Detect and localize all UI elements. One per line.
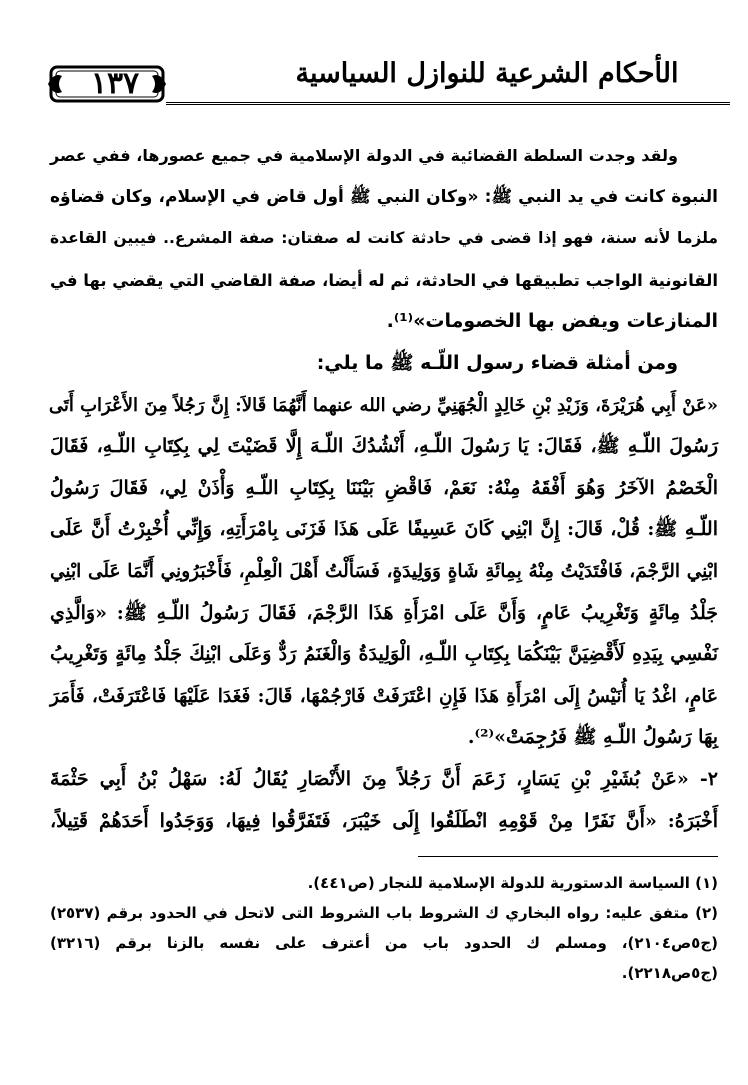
text-line: ملزما لأنه سنة، فهو إذا قضى في حادثة كانت له صفتان: صفة المشرع.. فيبين القاعدة — [50, 229, 718, 248]
hadith-line: ابْنِي الرَّجْمَ، فَافْتَدَيْتُ مِنْهُ بِمِائَةِ شَاةٍ وَوَلِيدَةٍ، فَسَأَلْتُ أَهْلَ الْعِلْمِ، فَأَخْبَرُونِي أَنَّمَا عَلَى ابْنِي — [50, 560, 718, 582]
page-header — [40, 52, 730, 112]
hadith-line: الْخَصْمُ الآخَرُ وَهُوَ أَفْقَهُ مِنْهُ: نَعَمْ، فَاقْضِ بَيْنَنَا بِكِتَابِ اللّـهِ وَأْذَنْ لِي، فَقَالَ رَسُولُ — [50, 476, 718, 499]
footnote-line: (١) السياسة الدستورية للدولة الإسلامية للنجار (ص٤٤١). — [307, 874, 718, 892]
footnotes — [50, 868, 718, 988]
footnote-line: (ج٥ص٢١٠٤)، ومسلم ك الحدود باب من أعترف على نفسه بالزنا برقم (٣٢١٦) — [50, 934, 718, 952]
header-rule — [166, 102, 730, 105]
text-line: ولقد وجدت السلطة القضائية في الدولة الإسلامية في جميع عصورها، ففي عصر — [50, 146, 678, 165]
hadith-line: جَلْدُ مِائَةٍ وَتَغْرِيبُ عَامٍ، وَأَنَّ عَلَى امْرَأَةِ هَذَا الرَّجْمَ، فَقَالَ رَسُولُ اللّـهِ ﷺ: «وَالَّذِي — [50, 601, 718, 624]
main-text — [50, 135, 718, 842]
hadith-line: بِهَا رَسُولُ اللّـهِ ﷺ فَرُجِمَتْ»⁽²⁾. — [467, 726, 718, 749]
page-number-ornament — [48, 64, 166, 104]
footnote-line: (ج٥ص٢٢١٨). — [621, 964, 718, 982]
hadith-line: عَامٍ، اغْدُ يَا أُنَيْسُ إِلَى امْرَأَةِ هَذَا فَإِنِ اعْتَرَفَتْ فَارْجُمْهَا، قَالَ: فَغَدَا عَلَيْهَا فَاعْتَرَفَتْ، فَأَمَرَ — [50, 685, 718, 707]
text-line: المنازعات ويفض بها الخصومات»⁽¹⁾. — [386, 310, 718, 333]
text-line: ومن أمثلة قضاء رسول اللّـه ﷺ ما يلي: — [316, 351, 678, 374]
hadith-line: اللّـهِ ﷺ: قُلْ، قَالَ: إِنَّ ابْنِي كَانَ عَسِيفًا عَلَى هَذَا فَزَنَى بِامْرَأَتِهِ، وَإِنِّي أُخْبِرْتُ أَنَّ عَلَى — [50, 518, 718, 541]
hadith-line: رَسُولَ اللّـهِ ﷺ، فَقَالَ: يَا رَسُولَ اللّـهِ، أَنْشُدُكَ اللّـهَ إِلَّا قَضَيْتَ لِي بِكِتَابِ اللّـهِ، فَقَالَ — [50, 435, 718, 458]
hadith-line: نَفْسِي بِيَدِهِ لَأَقْضِيَنَّ بَيْنَكُمَا بِكِتَابِ اللّـهِ، الْوَلِيدَةُ وَالْغَنَمُ رَدٌّ وَعَلَى ابْنِكَ جَلْدُ مِائَةٍ وَتَغْرِيبُ — [50, 643, 718, 666]
footnote-line: (٢) متفق عليه: رواه البخاري ك الشروط باب الشروط التى لاتحل في الحدود برقم (٢٥٣٧) — [50, 904, 718, 922]
page-number: ١٣٧ — [90, 66, 140, 101]
hadith-line: أَخْبَرَهُ: «أَنَّ نَفَرًا مِنْ قَوْمِهِ انْطَلَقُوا إِلَى خَيْبَرَ، فَتَفَرَّقُوا فِيهَا، وَوَجَدُوا أَحَدَهُمْ قَتِيلاً، — [50, 809, 718, 832]
text-line: النبوة كانت في يد النبي ﷺ: «وكان النبي ﷺ أول قاض في الإسلام، وكان قضاؤه — [50, 186, 718, 207]
text-line: القانونية الواجب تطبيقها في الحادثة، ثم له أيضا، صفة القاضي التي يقضي بها في — [50, 270, 718, 290]
hadith-line: «عَنْ أَبِي هُرَيْرَةَ، وَزَيْدِ بْنِ خَالِدٍ الْجُهَنِيِّ رضي الله عنهما أَنَّهُمَا قَالاَ: إِنَّ رَجُلاً مِنَ الأَعْرَابِ أَتَى — [48, 394, 718, 416]
footnote-separator — [418, 856, 718, 857]
hadith-line: ٢- «عَنْ بُشَيْرِ بْنِ يَسَارٍ، زَعَمَ أَنَّ رَجُلاً مِنَ الأَنْصَارِ يُقَالُ لَهُ: سَهْلُ بْنُ أَبِي حَثْمَةَ — [50, 767, 718, 790]
running-title: الأحكام الشرعية للنوازل السياسية — [295, 58, 679, 89]
